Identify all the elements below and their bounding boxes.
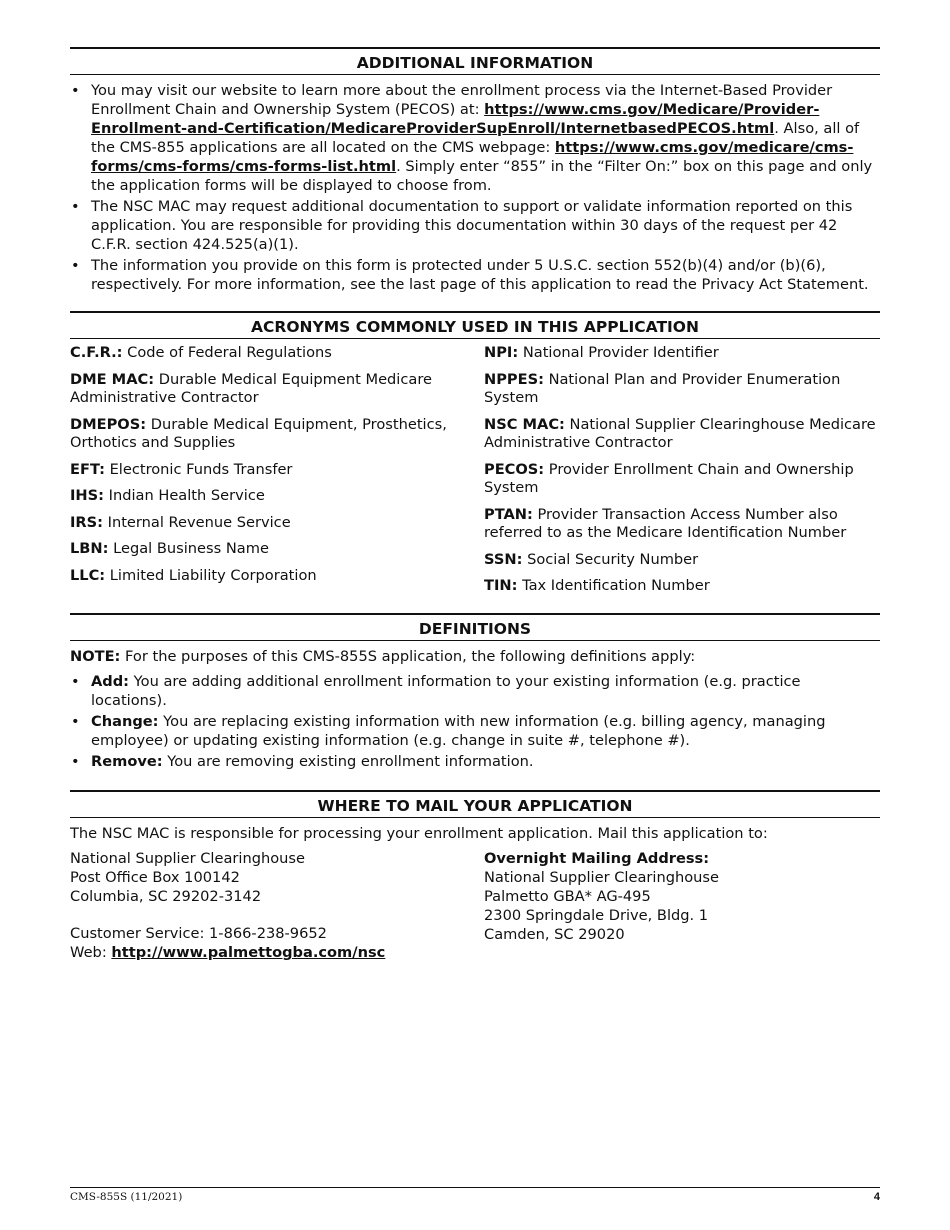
palmetto-web-link[interactable]: http://www.palmettogba.com/nsc <box>111 944 386 961</box>
acronyms-header: ACRONYMS COMMONLY USED IN THIS APPLICATION <box>70 311 880 339</box>
acronym-item: IRS: Internal Revenue Service <box>70 513 291 531</box>
mail-address-left <box>70 849 465 962</box>
definitions-header: DEFINITIONS <box>70 613 880 641</box>
acronyms-left-column <box>70 344 465 585</box>
list-item: • The NSC MAC may request additional documentation to support or validate information reported on this application. You are responsible for providing this documentation within 30 days of the request per 42 C.F.R. section 424.525(a)(1). <box>70 197 880 254</box>
mail-header: WHERE TO MAIL YOUR APPLICATION <box>70 790 880 818</box>
acronyms-right-column <box>484 344 879 596</box>
acronym-item: DMEPOS: Durable Medical Equipment, Prosthetics, Orthotics and Supplies <box>70 415 447 451</box>
acronym-item: PECOS: Provider Enrollment Chain and Ownership System <box>484 460 854 496</box>
mail-address-right <box>484 849 879 944</box>
list-item: • Change: You are replacing existing information with new information (e.g. billing agency, managing employee) or updating existing information (e.g. change in suite #, telephone #). <box>70 712 880 750</box>
web-line: Web: http://www.palmettogba.com/nsc <box>70 944 386 961</box>
additional-information-list <box>70 81 880 294</box>
customer-service-phone: Customer Service: 1-866-238-9652 <box>70 925 327 942</box>
overnight-label: Overnight Mailing Address: <box>484 850 710 867</box>
list-item: • You may visit our website to learn more about the enrollment process via the Internet-Based Provider Enrollment Chain and Ownership System (PECOS) at: https://www.cms.gov/Medicare/Provider-Enrollment-and-Certification/MedicareProviderSupEnroll/InternetbasedPECOS.html. Also, all of the CMS-855 applications are all located on the CMS webpage: https://www.cms.gov/medicare/cms-forms/cms-forms/cms-forms-list.html. Simply enter “855” in the “Filter On:” box on this page and only the application forms will be displayed to choose from. <box>70 81 880 195</box>
additional-information-header: ADDITIONAL INFORMATION <box>70 47 880 75</box>
address-line: National Supplier Clearinghouse <box>484 869 719 886</box>
address-line: Post Office Box 100142 <box>70 869 240 886</box>
definitions-note: NOTE: For the purposes of this CMS-855S application, the following definitions apply: <box>70 648 696 665</box>
pecos-link[interactable]: https://www.cms.gov/Medicare/Provider-Enrollment-and-Certification/MedicareProviderSupEnroll/InternetbasedPECOS.html <box>91 101 820 137</box>
footer-rule <box>70 1187 880 1188</box>
page-number: 4 <box>873 1191 880 1203</box>
address-line: National Supplier Clearinghouse <box>70 850 305 867</box>
acronym-item: NPI: National Provider Identifier <box>484 344 719 361</box>
address-line: Palmetto GBA* AG-495 <box>484 888 651 905</box>
address-line: 2300 Springdale Drive, Bldg. 1 <box>484 907 709 924</box>
acronym-item: IHS: Indian Health Service <box>70 487 265 504</box>
acronym-item: SSN: Social Security Number <box>484 550 699 568</box>
acronym-item: PTAN: Provider Transaction Access Number also referred to as the Medicare Identification Number <box>484 505 847 541</box>
acronym-item: TIN: Tax Identification Number <box>484 577 710 594</box>
list-item: • Remove: You are removing existing enrollment information. <box>70 752 880 771</box>
acronym-item: LBN: Legal Business Name <box>70 540 269 557</box>
list-item: • Add: You are adding additional enrollment information to your existing information (e.g. practice locations). <box>70 672 880 710</box>
list-item: • The information you provide on this form is protected under 5 U.S.C. section 552(b)(4) and/or (b)(6), respectively. For more information, see the last page of this application to read the Privacy Act Statement. <box>70 256 880 294</box>
acronym-item: C.F.R.: Code of Federal Regulations <box>70 344 332 361</box>
address-line: Columbia, SC 29202-3142 <box>70 888 262 905</box>
address-line: Camden, SC 29020 <box>484 926 625 943</box>
acronym-item: NSC MAC: National Supplier Clearinghouse Medicare Administrative Contractor <box>484 415 876 451</box>
cms-forms-link[interactable]: https://www.cms.gov/medicare/cms-forms/cms-forms/cms-forms-list.html <box>91 139 854 175</box>
form-id: CMS-855S (11/2021) <box>70 1191 183 1203</box>
acronym-item: EFT: Electronic Funds Transfer <box>70 460 293 478</box>
acronym-item: DME MAC: Durable Medical Equipment Medicare Administrative Contractor <box>70 370 432 406</box>
mail-intro: The NSC MAC is responsible for processing your enrollment application. Mail this application to: <box>70 825 768 842</box>
acronym-item: LLC: Limited Liability Corporation <box>70 566 317 584</box>
acronym-item: NPPES: National Plan and Provider Enumeration System <box>484 370 841 406</box>
definitions-list <box>70 672 880 771</box>
